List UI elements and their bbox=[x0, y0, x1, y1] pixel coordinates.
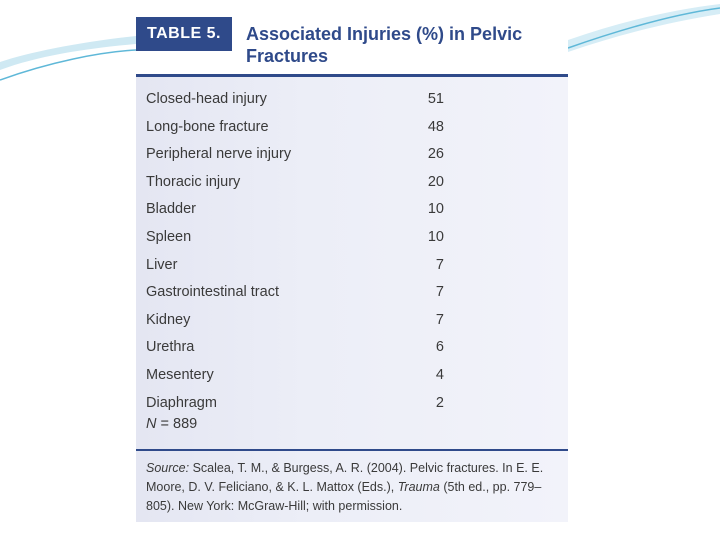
sample-size-symbol: N bbox=[146, 416, 157, 432]
row-label: Diaphragm bbox=[146, 394, 217, 411]
table-row bbox=[136, 141, 568, 169]
source-text-2: (5th ed., pp. 779–805). New York: McGraw-Hill; with permission. bbox=[146, 480, 542, 513]
table-number-label: TABLE 5. bbox=[136, 17, 232, 51]
table-row bbox=[136, 307, 568, 335]
header-rule bbox=[136, 74, 568, 77]
row-label: Kidney bbox=[146, 311, 191, 328]
table-title: Associated Injuries (%) in Pelvic Fractures bbox=[246, 24, 523, 66]
row-label: Bladder bbox=[146, 201, 196, 218]
row-value: 10 bbox=[427, 201, 444, 218]
table-row bbox=[136, 169, 568, 197]
row-value: 48 bbox=[427, 118, 444, 135]
row-value: 7 bbox=[435, 311, 444, 328]
source-book-title: Trauma bbox=[397, 480, 440, 494]
table-card bbox=[136, 17, 568, 522]
swoosh-top-left bbox=[0, 36, 136, 70]
source-text-1: Scalea, T. M., & Burgess, A. R. (2004). Pelvic fractures. In E. E. Moore, D. V. Feliciano, & K. L. Mattox (Eds.), bbox=[146, 461, 544, 494]
row-value: 7 bbox=[435, 256, 444, 273]
table-row bbox=[136, 114, 568, 142]
sample-size bbox=[146, 416, 197, 432]
row-label: Closed-head injury bbox=[146, 91, 267, 107]
table-row bbox=[136, 252, 568, 280]
table-row bbox=[136, 390, 568, 418]
row-value: 6 bbox=[435, 339, 444, 356]
source-label: Source: bbox=[146, 461, 190, 475]
row-label: Thoracic injury bbox=[146, 173, 241, 190]
row-label: Peripheral nerve injury bbox=[146, 146, 292, 163]
row-value: 7 bbox=[435, 284, 444, 301]
row-label: Spleen bbox=[146, 228, 192, 245]
table-row bbox=[136, 334, 568, 362]
row-label: Urethra bbox=[146, 339, 195, 356]
row-value: 2 bbox=[435, 394, 444, 411]
footer-rule bbox=[136, 449, 568, 451]
table-row bbox=[136, 86, 568, 114]
row-value: 51 bbox=[427, 91, 444, 107]
source-citation bbox=[146, 459, 562, 516]
table-row bbox=[136, 224, 568, 252]
sample-size-value: = 889 bbox=[156, 416, 198, 432]
row-value: 26 bbox=[427, 146, 444, 163]
row-label: Gastrointestinal tract bbox=[146, 284, 279, 301]
table-row bbox=[136, 279, 568, 307]
row-label: Mesentery bbox=[146, 366, 214, 383]
row-label: Long-bone fracture bbox=[146, 118, 269, 135]
row-value: 4 bbox=[435, 366, 444, 383]
row-label: Liver bbox=[146, 256, 178, 273]
table-row bbox=[136, 196, 568, 224]
row-value: 10 bbox=[427, 228, 444, 245]
row-value: 20 bbox=[427, 173, 444, 190]
table-header bbox=[136, 17, 568, 75]
swoosh-top-left-line bbox=[0, 50, 136, 80]
table-row bbox=[136, 362, 568, 390]
injury-rows bbox=[136, 86, 568, 417]
